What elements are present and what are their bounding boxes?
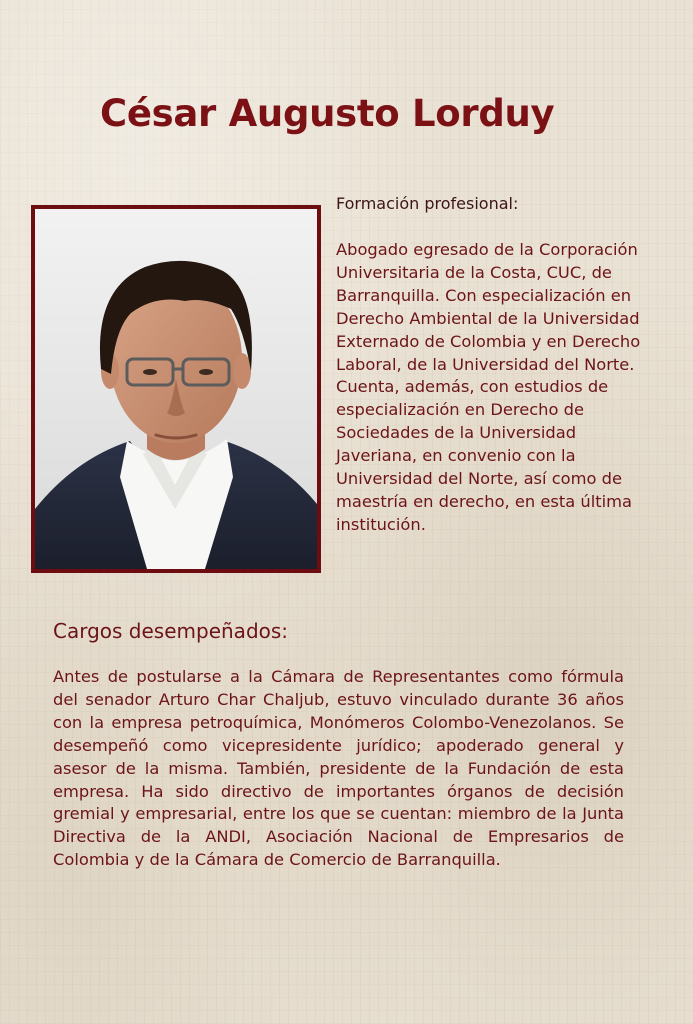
training-paragraph: Abogado egresado de la Corporación Universitaria de la Costa, CUC, de Barranquilla. Con especialización en Derecho Ambiental de la Universidad Externado de Colombia y en Derecho Laboral, de la Universidad del Norte. Cuenta, además, con estudios de especialización en Derecho de Sociedades de la Universidad Javeriana, en convenio con la Universidad del Norte, así como de maestría en derecho, en esta última institución. [336,240,641,534]
positions-paragraph: Antes de postularse a la Cámara de Representantes como fórmula del senador Arturo Char Chaljub, estuvo vinculado durante 36 años con la empresa petroquímica, Monómeros Colombo-Venezolanos. Se desempeñó como vicepresidente jurídico; apoderado general y asesor de la misma. También, presidente de la Fundación de esta empresa. Ha sido directivo de importantes órganos de decisión gremial y empresarial, entre los que se cuentan: miembro de la Junta Directiva de la ANDI, Asociación Nacional de Empresarios de Colombia y de la Cámara de Comercio de Barranquilla. [53,667,624,870]
positions-heading: Cargos desempeñados: [53,619,289,643]
portrait-photo [35,209,317,569]
training-heading: Formación profesional: [336,194,519,213]
portrait-photo-frame [31,205,321,573]
person-name-title: César Augusto Lorduy [100,92,555,135]
